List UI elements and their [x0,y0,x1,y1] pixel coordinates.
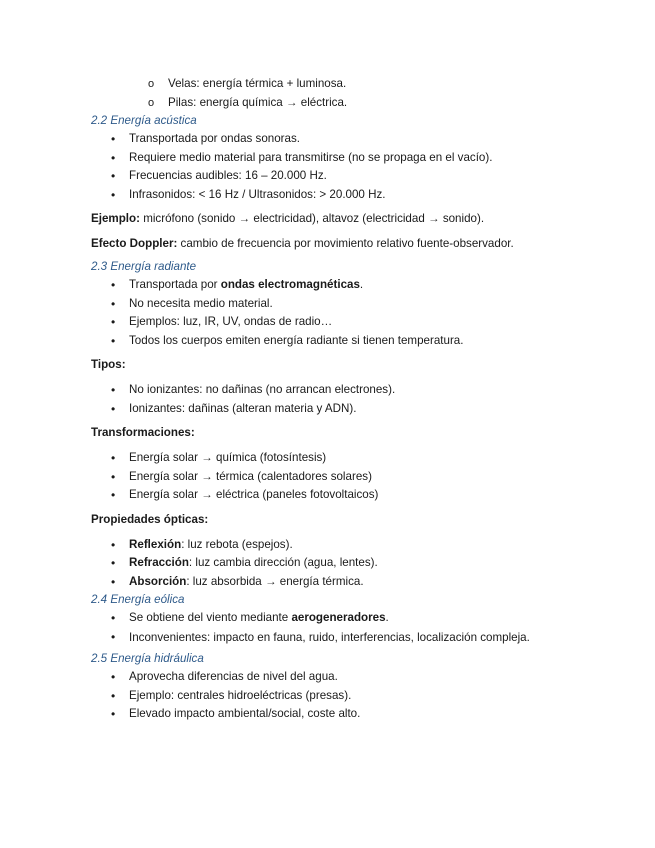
heading-energia-radiante: 2.3 Energía radiante [91,260,197,273]
transformaciones-label: Transformaciones: [91,426,195,439]
bold-term: ondas electromagnéticas [220,278,360,291]
heading-energia-hidraulica: 2.5 Energía hidráulica [91,652,204,665]
text: Transportada por [129,278,221,291]
bold-term: Refracción [129,556,189,569]
transformaciones-list [91,449,571,505]
eolica-list [91,609,571,650]
list-item: • Energía solar → térmica (calentadores solares) [91,468,571,487]
document-page [91,75,571,724]
propiedades-opticas-list [91,536,571,592]
list-item: • No necesita medio material. [91,295,571,314]
hidraulica-list [91,668,571,724]
doppler-paragraph [91,235,571,253]
text: Se obtiene del viento mediante [129,611,292,624]
list-item: • Energía solar → química (fotosíntesis) [91,449,571,468]
radiante-list [91,276,571,350]
list-item: o Velas: energía térmica + luminosa. [91,75,571,94]
propiedades-opticas-label: Propiedades ópticas: [91,512,209,526]
list-item: • Infrasonidos: < 16 Hz / Ultrasonidos: > 20.000 Hz. [91,186,571,205]
list-item: • Inconvenientes: impacto en fauna, ruido, interferencias, localización compleja. [91,628,571,651]
list-item: • Elevado impacto ambiental/social, coste alto. [91,705,571,724]
list-item: • Ionizantes: dañinas (alteran materia y ADN). [91,400,571,419]
list-item: • Todos los cuerpos emiten energía radiante si tienen temperatura. [91,332,571,351]
list-item [91,276,571,295]
list-item: • Ejemplo: centrales hidroeléctricas (presas). [91,687,571,706]
doppler-text: cambio de frecuencia por movimiento relativo fuente-observador. [177,237,514,250]
bold-term: Absorción [129,574,187,588]
list-item: • Transportada por ondas sonoras. [91,130,571,149]
heading-energia-acustica: 2.2 Energía acústica [91,114,197,127]
acustica-list [91,130,571,204]
list-item [91,554,571,573]
text: : luz cambia dirección (agua, lentes). [188,556,378,569]
list-item: • Ejemplos: luz, IR, UV, ondas de radio… [91,313,571,332]
list-item: • Aprovecha diferencias de nivel del agua. [91,668,571,687]
list-item: • Frecuencias audibles: 16 – 20.000 Hz. [91,167,571,186]
text: : luz absorbida → energía térmica. [186,574,364,588]
text: . [359,278,364,291]
list-item [91,609,571,628]
example-label: Ejemplo: [91,212,140,225]
list-item: o Pilas: energía química → eléctrica. [91,94,571,113]
bold-term: aerogeneradores [291,611,386,624]
list-item: • No ionizantes: no dañinas (no arrancan electrones). [91,381,571,400]
bold-term: Reflexión [129,537,182,551]
intro-sublist [91,75,571,112]
example-paragraph [91,210,571,228]
doppler-label: Efecto Doppler: [91,237,178,250]
tipos-label: Tipos: [91,358,126,371]
list-item [91,573,571,592]
text: : luz rebota (espejos). [181,537,293,551]
text: . [385,611,389,624]
list-item: • Requiere medio material para transmitirse (no se propaga en el vacío). [91,149,571,168]
list-item: • Energía solar → eléctrica (paneles fotovoltaicos) [91,486,571,505]
list-item [91,536,571,555]
example-text: micrófono (sonido → electricidad), altavoz (electricidad → sonido). [139,212,485,225]
heading-energia-eolica: 2.4 Energía eólica [91,593,185,606]
tipos-list [91,381,571,418]
